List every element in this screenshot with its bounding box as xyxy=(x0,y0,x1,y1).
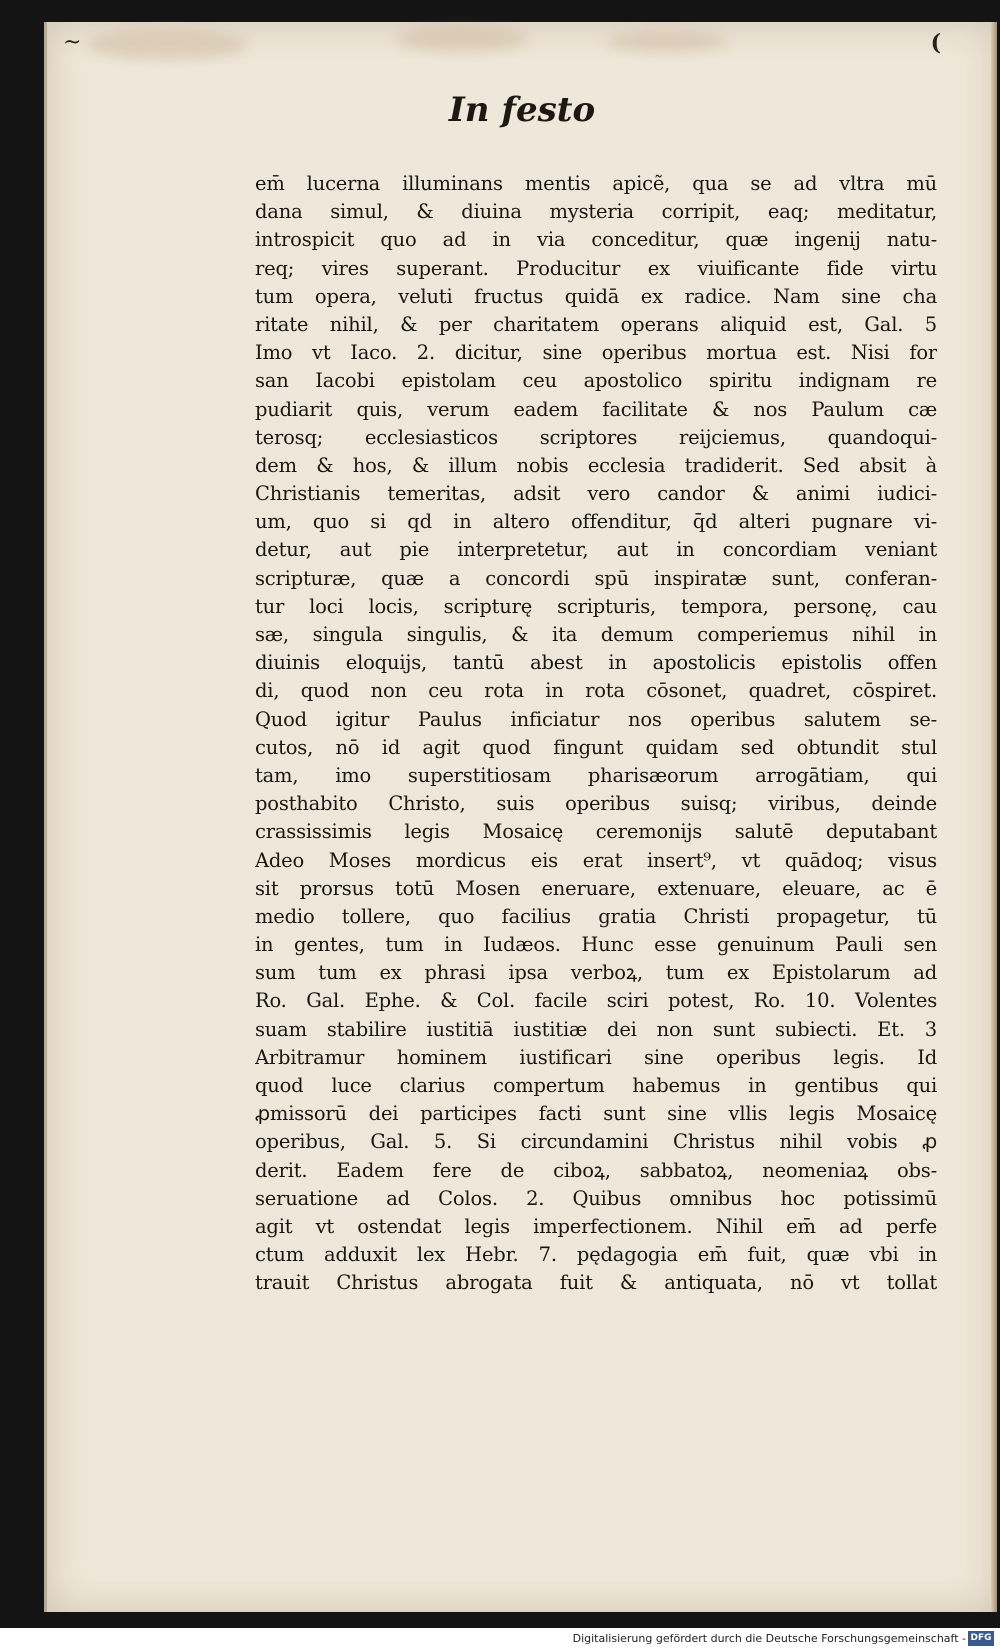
corner-mark-right: ( xyxy=(930,30,941,56)
running-head: In festo xyxy=(448,90,596,130)
text-line: introspicit quo ad in via conceditur, quæ ingenij natu- xyxy=(255,228,937,252)
text-line: Christianis temeritas, adsit vero candor & animi iudici- xyxy=(255,482,937,506)
text-line: in gentes, tum in Iudæos. Hunc esse genuinum Pauli sen xyxy=(255,933,937,957)
paper-stain xyxy=(607,32,727,52)
paper-stain xyxy=(87,30,247,60)
book-page xyxy=(44,22,997,1612)
text-line: operibus, Gal. 5. Si circundamini Christus nihil vobis ꝓ xyxy=(255,1130,937,1154)
text-line: Adeo Moses mordicus eis erat insert⁹, vt quādoq; visus xyxy=(255,848,937,872)
text-line: sit prorsus totū Mosen eneruare, extenuare, eleuare, ac ē xyxy=(255,876,937,900)
text-line: medio tollere, quo facilius gratia Christi propagetur, tū xyxy=(255,904,937,928)
text-line: trauit Christus abrogata fuit & antiquata, nō vt tollat xyxy=(255,1271,937,1295)
text-line: agit vt ostendat legis imperfectionem. Nihil em̄ ad perfe xyxy=(255,1214,937,1238)
text-line: Arbitramur hominem iustificari sine operibus legis. Id xyxy=(255,1045,937,1069)
text-line: quod luce clarius compertum habemus in gentibus qui xyxy=(255,1074,937,1097)
text-line: derit. Eadem fere de ciboꝝ, sabbatoꝝ, neomeniaꝝ obs- xyxy=(255,1158,937,1182)
text-line: terosq; ecclesiasticos scriptores reijciemus, quandoqui- xyxy=(255,425,937,449)
text-line: diuinis eloquijs, tantū abest in apostolicis epistolis offen xyxy=(255,651,937,675)
text-line: um, quo si qd in altero offenditur, q̄d alteri pugnare vi- xyxy=(255,510,937,534)
text-line: dana simul, & diuina mysteria corripit, eaq; meditatur, xyxy=(255,200,937,224)
text-line: crassissimis legis Mosaicę ceremonijs salutē deputabant xyxy=(255,820,937,844)
text-line: Imo vt Iaco. 2. dicitur, sine operibus mortua est. Nisi for xyxy=(255,341,937,365)
text-line: req; vires superant. Producitur ex viuificante fide virtu xyxy=(255,256,937,280)
text-line: suam stabilire iustitiā iustitiæ dei non sunt subiecti. Et. 3 xyxy=(255,1017,937,1041)
body-text xyxy=(255,170,937,1298)
text-line: ritate nihil, & per charitatem operans aliquid est, Gal. 5 xyxy=(255,312,937,336)
text-line: tam, imo superstitiosam pharisæorum arrogātiam, qui xyxy=(255,763,937,787)
text-line: Quod igitur Paulus inficiatur nos operibus salutem se- xyxy=(255,707,937,731)
text-line: pudiarit quis, verum eadem facilitate & nos Paulum cæ xyxy=(255,397,937,421)
text-line: tur loci locis, scripturę scripturis, tempora, personę, cau xyxy=(255,594,937,618)
text-line: seruatione ad Colos. 2. Quibus omnibus hoc potissimū xyxy=(255,1186,937,1210)
text-line: cutos, nō id agit quod fingunt quidam sed obtundit stul xyxy=(255,735,937,759)
text-line: Ro. Gal. Ephe. & Col. facile sciri potest, Ro. 10. Volentes xyxy=(255,989,937,1013)
dfg-logo-icon: DFG xyxy=(968,1631,994,1646)
paper-stain xyxy=(397,26,527,52)
text-line: scripturæ, quæ a concordi spū inspiratæ sunt, conferan- xyxy=(255,566,937,590)
text-line: tum opera, veluti fructus quidā ex radice. Nam sine cha xyxy=(255,284,937,308)
corner-mark-left: ~ xyxy=(63,30,82,55)
text-line: sæ, singula singulis, & ita demum comperiemus nihil in xyxy=(255,623,937,646)
footer-bar xyxy=(0,1628,1000,1651)
funding-note: Digitalisierung gefördert durch die Deutsche Forschungsgemeinschaft - xyxy=(572,1632,966,1645)
text-line: san Iacobi epistolam ceu apostolico spiritu indignam re xyxy=(255,369,937,393)
text-line: em̄ lucerna illuminans mentis apicẽ, qua se ad vltra mū xyxy=(255,172,937,195)
text-line: di, quod non ceu rota in rota cōsonet, quadret, cōspiret. xyxy=(255,679,937,703)
text-line: dem & hos, & illum nobis ecclesia tradiderit. Sed absit à xyxy=(255,453,937,477)
text-line: detur, aut pie interpretetur, aut in concordiam veniant xyxy=(255,538,937,562)
text-line: posthabito Christo, suis operibus suisq; viribus, deinde xyxy=(255,792,937,816)
text-line: sum tum ex phrasi ipsa verboꝝ, tum ex Epistolarum ad xyxy=(255,961,937,985)
page-edge xyxy=(991,22,997,1612)
text-line: ꝓmissorū dei participes facti sunt sine vllis legis Mosaicę xyxy=(255,1102,937,1126)
text-line: ctum adduxit lex Hebr. 7. pędagogia em̄ fuit, quæ vbi in xyxy=(255,1243,937,1267)
